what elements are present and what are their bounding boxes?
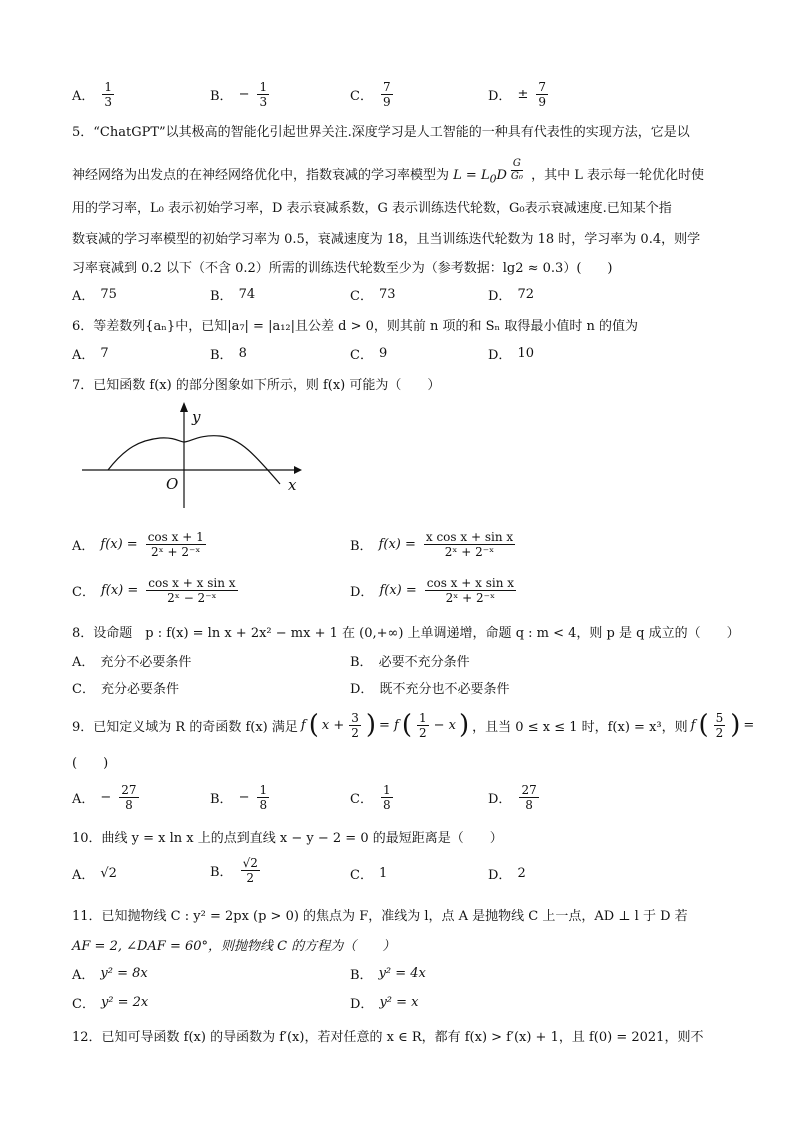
option-label: D． <box>488 89 512 104</box>
option-label: B． <box>210 89 233 104</box>
q7-option-d: D． f(x) = $\frac{\text{cos x + x sin x}}{\text{2ˣ + 2⁻ˣ}}$ <box>350 576 515 605</box>
q9-option-d: D． $\frac{27}{8}$ <box>488 783 537 812</box>
fraction: $\frac{1}{8}$ <box>259 783 268 812</box>
q9-option-c: C． $\frac{1}{8}$ <box>350 783 391 812</box>
q11-option-d: D． y² = x <box>350 995 419 1012</box>
q10-option-d: D． 2 <box>488 866 526 883</box>
x-axis-label: x <box>288 476 297 494</box>
fraction: $\frac{1}{3}$ <box>104 80 113 109</box>
q11-line-1: 11．已知抛物线 C : y² = 2px (p > 0) 的焦点为 F，准线为 l，点 A 是抛物线 C 上一点，AD ⊥ l 于 D 若 <box>72 909 688 924</box>
q6-option-b: B． 8 <box>210 346 247 363</box>
q8-option-a: A． 充分不必要条件 <box>72 655 192 670</box>
q5-line-5: 习率衰减到 0.2 以下（不含 0.2）所需的训练迭代轮数至少为（参考数据：lg2 ≈ 0.3）( ) <box>72 261 613 276</box>
q11-option-a: A． y² = 8x <box>72 966 148 983</box>
fraction: $\frac{√2}{2}$ <box>242 856 258 885</box>
q6-stem: 6．等差数列{aₙ}中，已知|a₇| = |a₁₂|且公差 d > 0，则其前 n 项的和 Sₙ 取得最小值时 n 的值为 <box>72 319 638 334</box>
q6-option-c: C． 9 <box>350 346 388 363</box>
q5-option-d: D． 72 <box>488 287 534 304</box>
q6-option-d: D． 10 <box>488 346 534 363</box>
fraction: $\frac{\text{cos x + 1}}{\text{2ˣ + 2⁻ˣ}}$ <box>147 530 204 559</box>
q5-option-b: B． 74 <box>210 287 256 304</box>
fraction: $\frac{\text{cos x + x sin x}}{\text{2ˣ + 2⁻ˣ}}$ <box>426 576 515 605</box>
q8-option-c: C． 充分必要条件 <box>72 682 179 697</box>
q9-option-a: A． − $\frac{27}{8}$ <box>72 783 137 812</box>
q5-line-3: 用的学习率，L₀ 表示初始学习率，D 表示衰减系数，G 表示训练迭代轮数，G₀表示衰减速度.已知某个指 <box>72 201 672 216</box>
q5-line-1: 5．“ChatGPT”以其极高的智能化引起世界关注.深度学习是人工智能的一种具有代表性的实现方法，它是以 <box>72 125 690 140</box>
fraction: $\frac{7}{9}$ <box>538 80 546 109</box>
fraction: $\frac{\text{x cos x + sin x}}{\text{2ˣ + 2⁻ˣ}}$ <box>425 530 514 559</box>
q4-option-c <box>350 80 395 109</box>
sign: ± <box>517 87 529 102</box>
exponent-fraction: G G₀ <box>510 158 523 182</box>
q4-option-d <box>488 80 550 109</box>
fraction: $\frac{1}{2}$ <box>419 710 427 740</box>
q10-option-b: B． $\frac{√2}{2}$ <box>210 856 258 885</box>
x-axis-arrow-icon <box>294 466 302 474</box>
fraction: $\frac{5}{2}$ <box>715 710 724 740</box>
q10-option-c: C． 1 <box>350 866 388 883</box>
q9-paren: ( ) <box>72 756 109 771</box>
q11-option-b: B． y² = 4x <box>350 966 426 983</box>
q4-option-a <box>72 80 116 109</box>
fraction: $\frac{\text{cos x + x sin x}}{\text{2ˣ − 2⁻ˣ}}$ <box>148 576 236 605</box>
q5-option-a: A． 75 <box>72 287 117 304</box>
y-axis-label: y <box>192 408 201 426</box>
q8-stem: 8．设命题 p : f(x) = ln x + 2x² − mx + 1 在 (0,+∞) 上单调递增，命题 q : m < 4，则 p 是 q 成立的（ ） <box>72 626 740 641</box>
function-graph <box>80 400 310 510</box>
q7-option-a: A． f(x) = $\frac{\text{cos x + 1}}{\text{2ˣ + 2⁻ˣ}}$ <box>72 530 204 559</box>
fraction: $\frac{3}{2}$ <box>351 710 359 740</box>
q7-option-c: C． f(x) = $\frac{\text{cos x + x sin x}}{\text{2ˣ − 2⁻ˣ}}$ <box>72 576 236 605</box>
fraction: $\frac{1}{8}$ <box>382 783 391 812</box>
q11-line-2: AF = 2, ∠DAF = 60°，则抛物线 C 的方程为（ ） <box>72 939 396 954</box>
y-axis-arrow-icon <box>180 402 188 412</box>
q5-line-4: 数衰减的学习率模型的初始学习率为 0.5，衰减速度为 18，且当训练迭代轮数为 18 时，学习率为 0.4，则学 <box>72 232 701 247</box>
function-curve <box>108 436 280 484</box>
fraction: $\frac{7}{9}$ <box>382 80 391 109</box>
q10-stem: 10．曲线 y = x ln x 上的点到直线 x − y − 2 = 0 的最短距离是（ ） <box>72 831 503 846</box>
q8-option-d: D． 既不充分也不必要条件 <box>350 682 510 697</box>
option-label: A． <box>72 89 95 104</box>
q5-option-c: C． 73 <box>350 287 396 304</box>
fraction: $\frac{27}{8}$ <box>121 783 137 812</box>
q6-option-a: A． 7 <box>72 346 109 363</box>
q8-option-b: B． 必要不充分条件 <box>350 655 470 670</box>
fraction: $\frac{1}{3}$ <box>259 80 268 109</box>
q11-option-c: C． y² = 2x <box>72 995 149 1012</box>
q7-option-b: B． f(x) = $\frac{\text{x cos x + sin x}}{\text{2ˣ + 2⁻ˣ}}$ <box>350 530 514 559</box>
q7-stem: 7．已知函数 f(x) 的部分图象如下所示，则 f(x) 可能为（ ） <box>72 378 441 393</box>
fraction: $\frac{27}{8}$ <box>521 783 537 812</box>
option-label: C． <box>350 89 373 104</box>
q10-option-a: A． √2 <box>72 866 117 883</box>
q12-stem: 12．已知可导函数 f(x) 的导函数为 f′(x)，若对任意的 x ∈ R，都有 f(x) > f′(x) + 1，且 f(0) = 2021，则不 <box>72 1030 704 1045</box>
q9-stem: 9．已知定义域为 R 的奇函数 f(x) 满足 f ( x + $\frac{3}{2}$ ) = f ( $\frac{1}{2}$ − x ) ，且当 0 ≤ x ≤ 1 时，f(x) = x³，则 f ( $\frac{5}{2}$ ) = <box>72 710 755 740</box>
origin-label: O <box>166 475 179 493</box>
sign: − <box>238 87 250 102</box>
q5-line-2: 神经网络为出发点的在神经网络优化中，指数衰减的学习率模型为 $L = L_0D$ $^{\frac{G}{\text{G₀}}}$ ，其中 L 表示每一轮优化时使 <box>72 158 704 186</box>
learning-rate-formula: $L = L_0D$ $^{\frac{G}{\text{G₀}}}$ <box>453 158 523 186</box>
q9-option-b: B． − $\frac{1}{8}$ <box>210 783 268 812</box>
q4-option-b <box>210 80 271 109</box>
